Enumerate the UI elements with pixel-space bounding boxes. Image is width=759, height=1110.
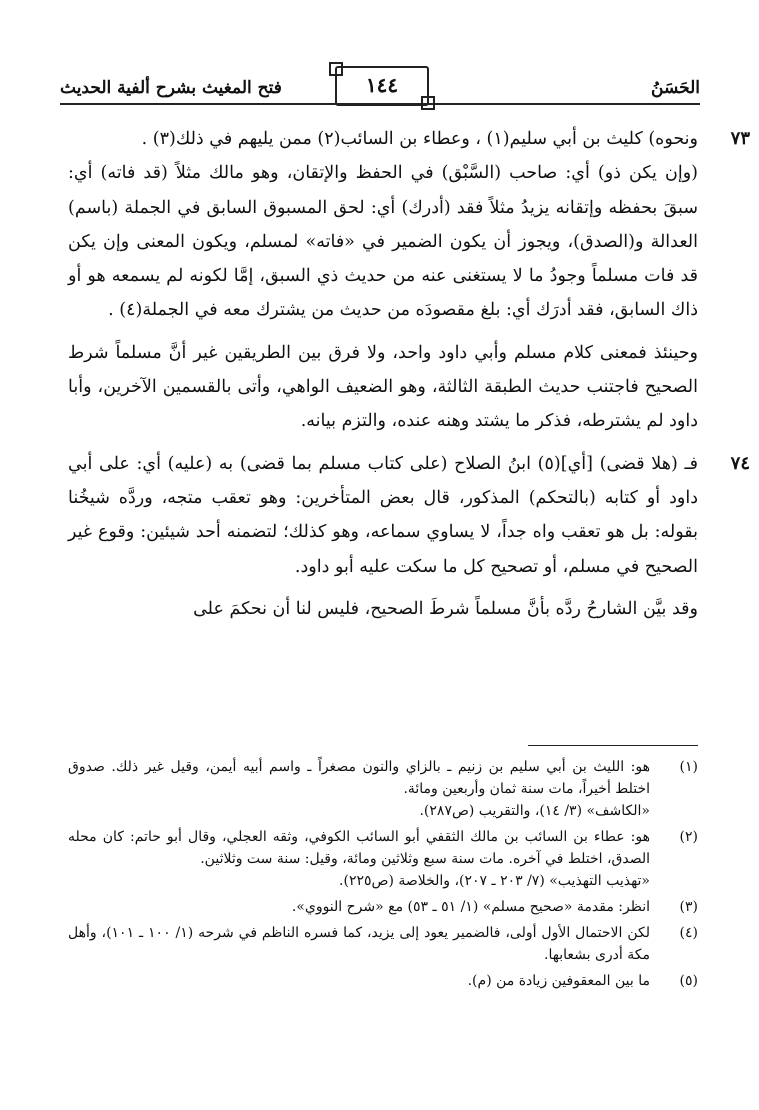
footnote-number: (٢) [679,829,698,845]
page-number: ١٤٤ [335,66,429,106]
verse-number: ٧٤ [730,452,750,474]
footnote-text: هو: عطاء بن السائب بن مالك الثقفي أبو السائب الكوفي، وثقه العجلي، وقال أبو حاتم: كان محله الصدق، اختلط في آخره. مات سنة سبع وثلاثين ومائة، وقيل: سنة ست وثلاثين. [68,829,650,867]
verse-block [68,122,750,439]
footnote-rule [528,745,698,746]
footnote [68,826,698,892]
footnote-number: (١) [679,759,698,775]
footnote-text: هو: الليث بن أبي سليم بن زنيم ـ بالزاي والنون مصغراً ـ واسم أبيه أيمن، وقيل غير ذلك. صدوق اختلط أخيراً، مات سنة ثمان وأربعين ومائة. [68,759,650,797]
footnote [68,896,698,918]
section-title: الحَسَنُ [651,78,700,98]
main-text [68,122,750,626]
footnote-number: (٣) [679,899,698,915]
footnote-ref: «الكاشف» (٣/ ١٤)، والتقريب (ص٢٨٧). [419,803,650,819]
paragraph: وقد بيَّن الشارحُ ردَّه بأنَّ مسلماً شرطَ الصحيح، فليس لنا أن نحكمَ على [193,598,698,619]
footnote [68,922,698,966]
paragraph: وحينئذ فمعنى كلام مسلم وأبي داود واحد، ولا فرق بين الطريقين غير أنَّ مسلماً شرط الصحيح فاجتنب حديث الطبقة الثالثة، وهو الضعيف الواهي، وأتى بالقسمين الآخرين، وأبا داود لم يشترطه، فذكر ما يشتد وهنه عنده، والتزم بيانه. [68,342,698,432]
paragraph: (وإن يكن ذو) أي: صاحب (السَّبْق) في الحفظ والإتقان، وهو مالك مثلاً (قد فاته) أي: سبقَ بحفظه وإتقانه يزيدُ مثلاً فقد (أدرك) أي: لحق المسبوق السابق في الجملة (باسم) العدالة و(الصدق)، ويجوز أن يكون الضمير في «فاته» لمسلم، ويكون المعنى وإن يكن قد فات مسلماً وجودُ ما لا يستغنى عنه من حديث ذي السبق، إمَّا لكونه لم يسمعه هو أو ذاك السابق، فقد أدرَك أي: بلغ مقصودَه من حديث من يشترك معه في الجملة(٤) . [68,163,698,321]
verse-block [68,447,750,626]
paragraph: ونحوه) كليث بن أبي سليم(١) ، وعطاء بن السائب(٢) ممن يليهم في ذلك(٣) . [141,129,698,149]
footnote-ref: «تهذيب التهذيب» (٧/ ٢٠٣ ـ ٢٠٧)، والخلاصة (ص٢٢٥). [339,873,650,889]
book-title: فتح المغيث بشرح ألفية الحديث [60,78,282,98]
footnote-text: لكن الاحتمال الأول أولى، فالضمير يعود إلى يزيد، كما فسره الناظم في شرحه (١/ ١٠٠ ـ ١٠١)، وأهل مكة أدرى بشعابها. [68,925,650,963]
footnote [68,756,698,822]
footnote-text: انظر: مقدمة «صحيح مسلم» (١/ ٥١ ـ ٥٣) مع «شرح النووي». [291,899,650,915]
header-rule [60,103,700,105]
footnote [68,970,698,992]
verse-number: ٧٣ [730,128,750,149]
footnote-number: (٥) [679,973,698,989]
footnote-number: (٤) [679,925,698,941]
footnotes [68,745,698,996]
running-header [60,66,700,110]
footnote-text: ما بين المعقوفين زيادة من (م). [467,973,650,989]
paragraph: فـ (هلا قضى) [أي](٥) ابنُ الصلاح (على كتاب مسلم بما قضى) به (عليه) أي: على أبي داود أو كتابه (بالتحكم) المذكور، قال بعض المتأخرين: وهو تعقب متجه، وردَّه شيخُنا بقوله: بل هو تعقب واه جداً، لا يساوي سماعه، وهو كذلك؛ لتضمنه أحد شيئين: وقوع غير الصحيح في مسلم، أو تصحيح كل ما سكت عليه أبو داود. [68,453,698,577]
